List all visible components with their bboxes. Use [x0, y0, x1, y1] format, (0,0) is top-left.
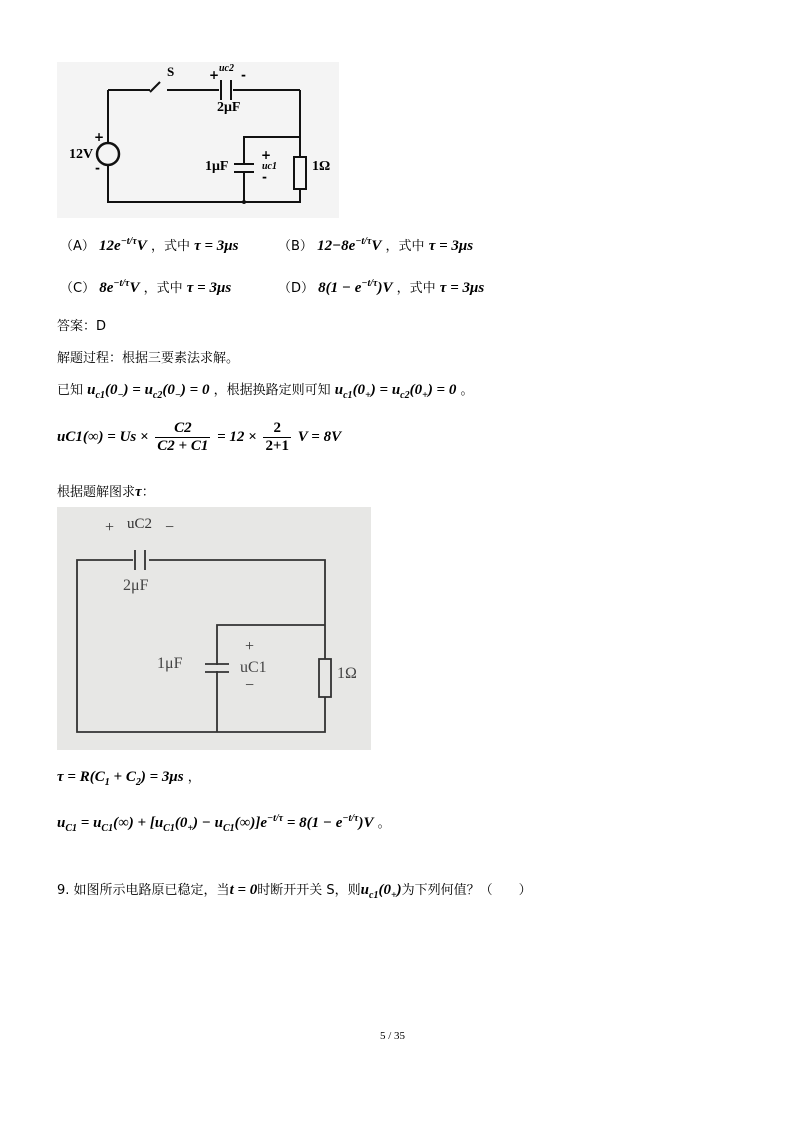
- initial-eq1: $u_{c1}(0_-) = u_{c2}(0_-) = 0$: [87, 382, 210, 401]
- option-b: [278, 235, 473, 255]
- fig2-uc2-minus: −: [165, 519, 175, 536]
- source-minus: -: [95, 161, 100, 175]
- tau-colon: ：: [141, 485, 155, 500]
- circuit-figure-1: [57, 62, 339, 218]
- question-text-3: 为下列何值？（ ）: [401, 883, 532, 898]
- answer-line: [57, 315, 106, 334]
- c2-value: 2μF: [217, 100, 241, 115]
- option-b-label: （B）: [278, 239, 313, 254]
- final-eq-expr: $u_{C1} = u_{C1}(\infty) + [u_{C1}(0_+) - u_{C1}(\infty)]e^{-t/\tau} = 8(1 - e^{-t/\tau})V$: [57, 813, 374, 834]
- question-text-1: 如图所示电路原已稳定，当: [73, 883, 230, 898]
- uc2-plus: +: [209, 68, 220, 82]
- option-b-expr: $12-8e^{-t/\tau}V$: [317, 236, 382, 254]
- fraction-numeric: [263, 420, 291, 455]
- uc2-label: uc2: [219, 63, 234, 74]
- option-a: [60, 235, 238, 255]
- option-a-suffix: ，式中: [150, 239, 190, 254]
- frac1-denominator: C2 + C1: [157, 438, 209, 454]
- question-number: 9.: [57, 883, 70, 898]
- frac2-denominator: 2+1: [265, 438, 290, 454]
- page-number: 5 / 35: [380, 1030, 406, 1042]
- option-b-suffix: ，式中: [385, 239, 425, 254]
- question-9: [57, 879, 532, 899]
- tau-intro-text: 根据题解图求: [57, 485, 136, 500]
- tau-eq-suffix: ，: [187, 770, 201, 785]
- frac1-numerator: C2: [155, 420, 210, 438]
- frac2-numerator: 2: [263, 420, 291, 438]
- fig2-uc1-plus: +: [245, 638, 255, 655]
- tau-eq-expr: $\tau = R(C_1 + C_2) = 3\mu s$: [57, 769, 184, 788]
- option-a-label: （A）: [60, 239, 95, 254]
- uc1-label: uc1: [262, 161, 277, 172]
- steady-mid: = 12 ×: [217, 428, 257, 445]
- tau-symbol: τ: [135, 484, 142, 500]
- question-t-eq: t = 0: [229, 882, 258, 898]
- option-c-suffix: ，式中: [143, 281, 183, 296]
- circuit-diagram-2: [57, 507, 371, 750]
- answer-value: D: [96, 319, 107, 334]
- initial-eq2: $u_{c1}(0_+) = u_{c2}(0_+) = 0$: [334, 382, 457, 401]
- option-b-tau: τ = 3μs: [428, 238, 474, 254]
- uc1-plus: +: [261, 148, 272, 162]
- final-equation: [57, 812, 391, 832]
- option-c: [60, 277, 231, 297]
- final-eq-suffix: 。: [377, 816, 391, 831]
- option-d-tau: τ = 3μs: [439, 280, 485, 296]
- option-c-label: （C）: [60, 281, 96, 296]
- fig2-c2-value: 2μF: [123, 577, 149, 594]
- option-c-expr: $8e^{-t/\tau}V$: [99, 278, 140, 296]
- option-d: [278, 277, 484, 297]
- switch-label: S: [167, 64, 175, 79]
- question-expr: $u_{c1}(0_+)$: [360, 882, 402, 901]
- initial-suffix: 。: [460, 383, 474, 398]
- fig2-uc1-label: uC1: [240, 659, 267, 676]
- fraction-capacitance: [155, 420, 210, 455]
- uc2-minus: -: [241, 68, 246, 82]
- option-d-suffix: ，式中: [396, 281, 436, 296]
- tau-intro: [57, 481, 155, 501]
- initial-prefix: 已知: [57, 383, 84, 398]
- option-d-label: （D）: [278, 281, 315, 296]
- option-a-expr: $12e^{-t/\tau}V$: [99, 236, 147, 254]
- fig2-uc2-label: uC2: [127, 516, 153, 532]
- fig2-c1-value: 1μF: [157, 655, 183, 672]
- steady-rhs: V = 8V: [297, 428, 342, 445]
- initial-middle: ，根据换路定则可知: [213, 383, 331, 398]
- answer-label: 答案：: [57, 319, 97, 334]
- resistor-value: 1Ω: [312, 159, 331, 174]
- tau-equation: [57, 766, 201, 786]
- fig2-uc2-plus: +: [105, 519, 115, 536]
- option-c-tau: τ = 3μs: [186, 280, 232, 296]
- fig2-uc1-minus: −: [245, 677, 255, 694]
- c1-value: 1μF: [205, 159, 229, 174]
- option-a-tau: τ = 3μs: [194, 238, 239, 254]
- process-intro: 解题过程：根据三要素法求解。: [57, 351, 240, 366]
- fig2-resistor-value: 1Ω: [337, 665, 357, 682]
- option-d-expr: $8(1 - e^{-t/\tau})V$: [318, 278, 393, 296]
- steady-lhs: uC1(∞) = Us ×: [57, 428, 149, 445]
- source-plus: +: [94, 130, 105, 144]
- steady-state-equation: [57, 420, 341, 455]
- uc1-minus: -: [262, 170, 267, 184]
- initial-conditions: [57, 379, 474, 399]
- source-value: 12V: [69, 147, 94, 162]
- question-text-2: 时断开开关 S，则: [257, 883, 361, 898]
- circuit-figure-2: [57, 507, 371, 750]
